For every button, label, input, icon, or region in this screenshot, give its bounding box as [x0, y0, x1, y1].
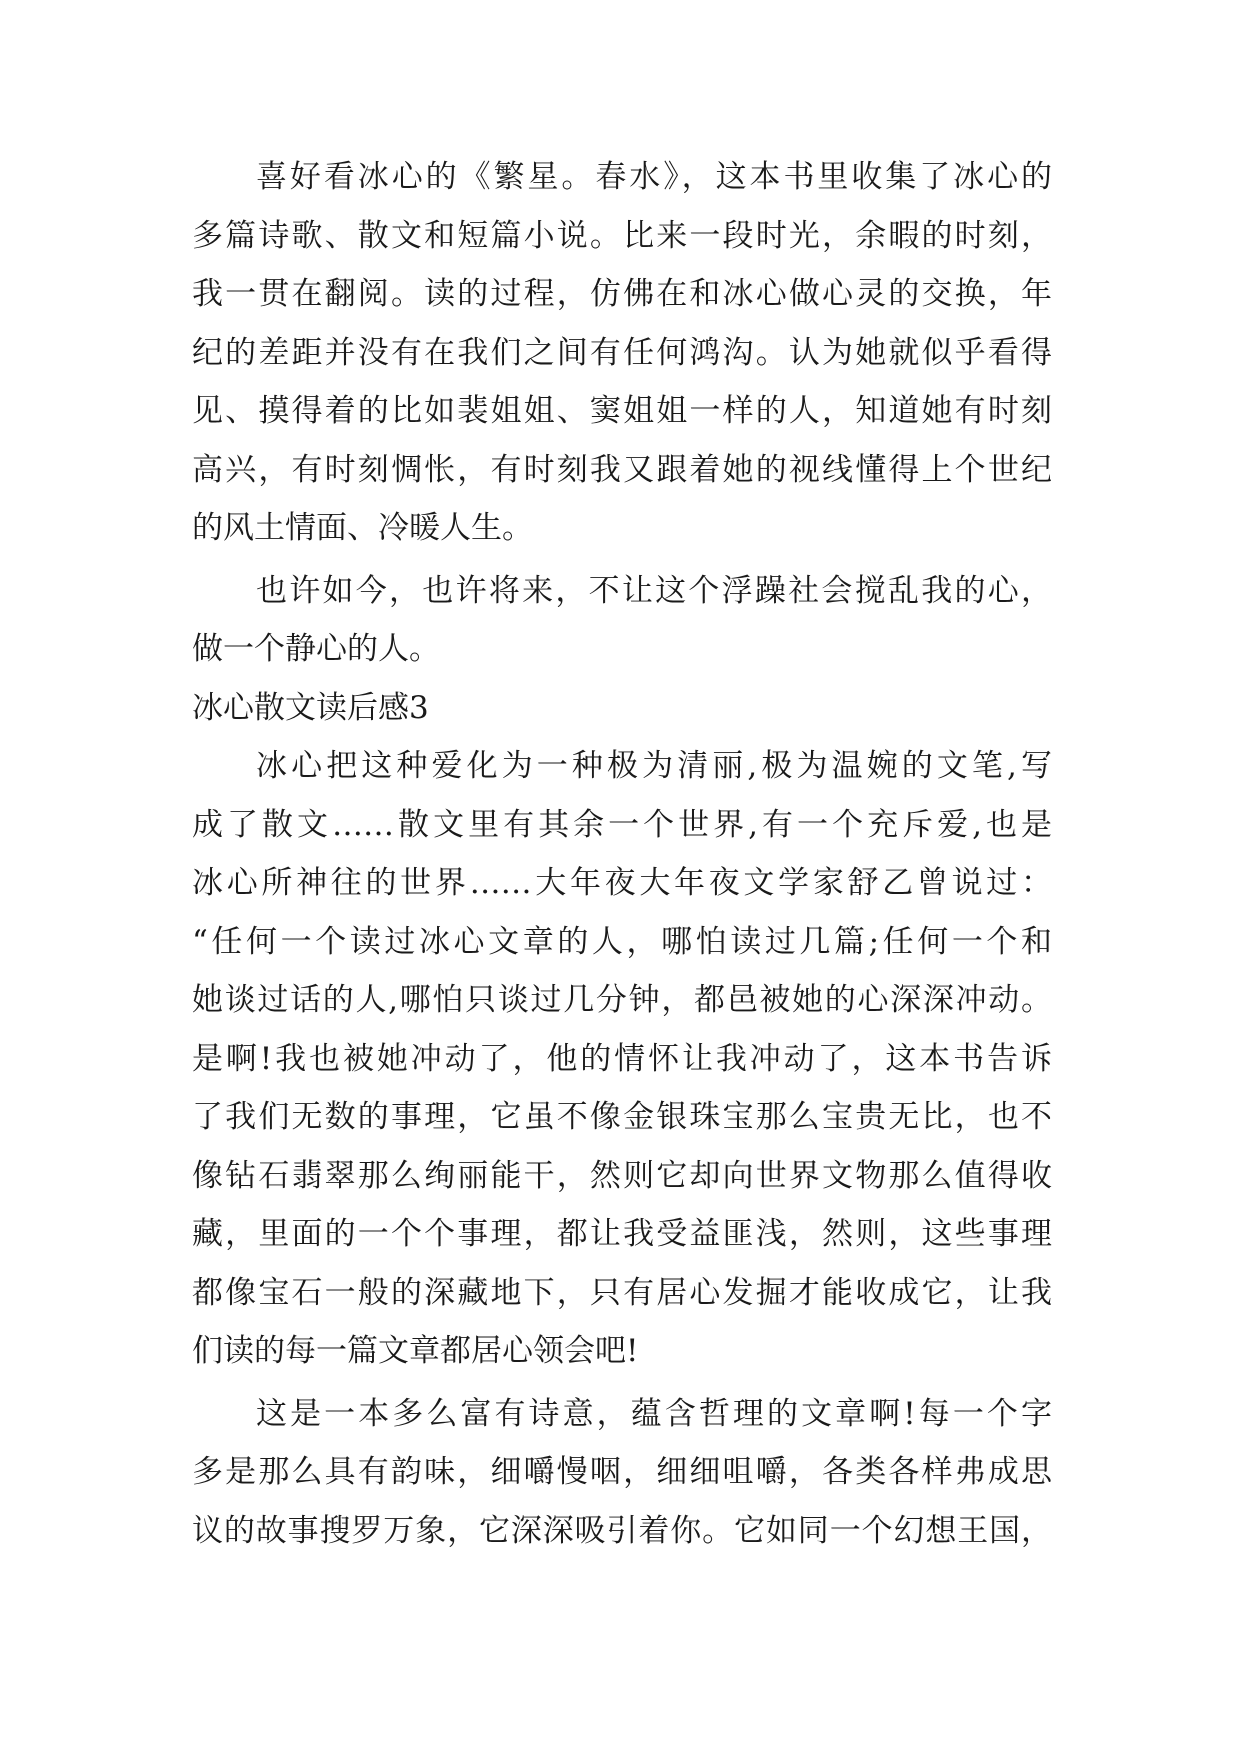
- text-line: 都像宝石一般的深藏地下，只有居心发掘才能收成它，让我: [192, 1274, 1052, 1311]
- text-line: 做一个静心的人。: [192, 631, 440, 667]
- text-line: 高兴，有时刻惆怅，有时刻我又跟着她的视线懂得上个世纪: [192, 451, 1052, 488]
- document-page: [192, 148, 1052, 1560]
- text-line: 了我们无数的事理，它虽不像金银珠宝那么宝贵无比，也不: [192, 1099, 1052, 1135]
- text-line: 这是一本多么富有诗意，蕴含哲理的文章啊!每一个字: [256, 1395, 1052, 1432]
- text-line: 冰心把这种爱化为一种极为清丽,极为温婉的文笔,写: [256, 748, 1052, 784]
- text-line: 多篇诗歌、散文和短篇小说。比来一段时光，余暇的时刻，: [192, 217, 1052, 254]
- section-heading: 冰心散文读后感3: [192, 689, 429, 726]
- text-line: 见、摸得着的比如裴姐姐、窦姐姐一样的人，知道她有时刻: [192, 393, 1052, 429]
- text-line: 的风土情面、冷暖人生。: [192, 510, 533, 546]
- text-line: 成了散文……散文里有其余一个世界,有一个充斥爱,也是: [192, 806, 1052, 843]
- text-line: 我一贯在翻阅。读的过程，仿佛在和冰心做心灵的交换，年: [192, 276, 1052, 312]
- paragraph-3: [192, 737, 1052, 1381]
- paragraph-1: [192, 148, 1052, 558]
- paragraph-4: [192, 1385, 1052, 1561]
- text-line: 藏，里面的一个个事理，都让我受益匪浅，然则，这些事理: [192, 1216, 1052, 1252]
- text-line: “任何一个读过冰心文章的人，哪怕读过几篇;任何一个和: [192, 923, 1052, 960]
- text-line: 们读的每一篇文章都居心领会吧!: [192, 1333, 639, 1369]
- text-line: 她谈过话的人,哪怕只谈过几分钟，都邑被她的心深深冲动。: [192, 982, 1052, 1018]
- paragraph-2: [192, 562, 1052, 679]
- text-line: 多是那么具有韵味，细嚼慢咽，细细咀嚼，各类各样弗成思: [192, 1454, 1052, 1490]
- text-line: 是啊!我也被她冲动了，他的情怀让我冲动了，这本书告诉: [192, 1040, 1052, 1077]
- text-line: 像钻石翡翠那么绚丽能干，然则它却向世界文物那么值得收: [192, 1157, 1052, 1194]
- text-line: 议的故事搜罗万象，它深深吸引着你。它如同一个幻想王国，: [192, 1512, 1052, 1549]
- text-line: 纪的差距并没有在我们之间有任何鸿沟。认为她就似乎看得: [192, 334, 1052, 371]
- text-line: 喜好看冰心的《繁星。春水》，这本书里收集了冰心的: [256, 159, 1052, 195]
- text-line: 冰心所神往的世界……大年夜大年夜文学家舒乙曾说过：: [192, 865, 1052, 901]
- text-line: 也许如今，也许将来，不让这个浮躁社会搅乱我的心，: [256, 572, 1052, 609]
